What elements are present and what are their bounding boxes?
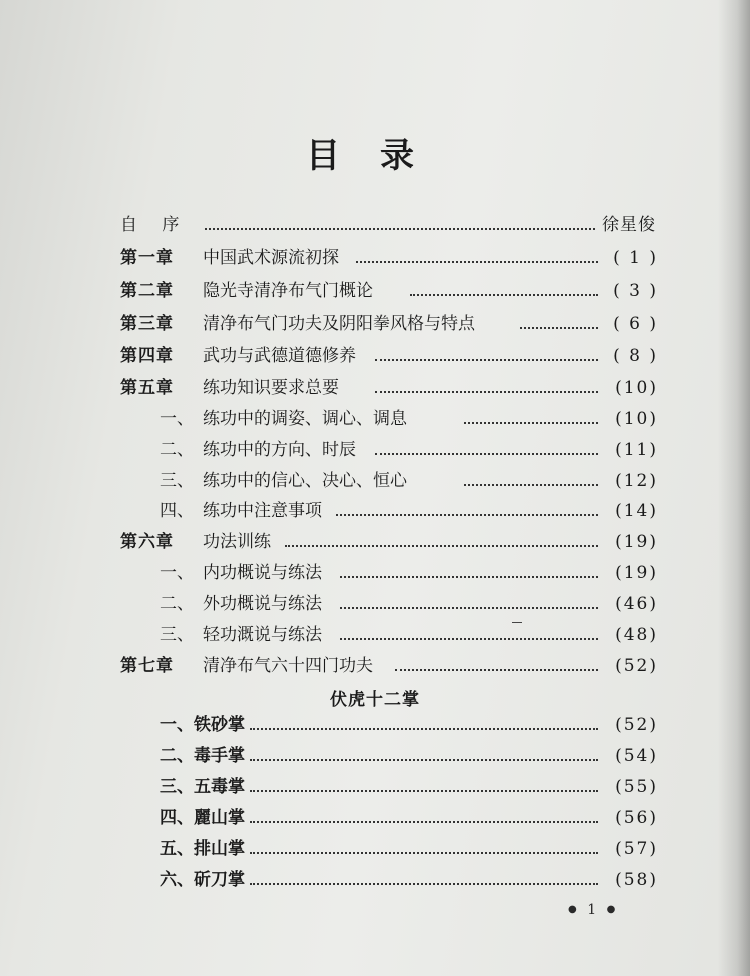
toc-section-number: 三、 <box>160 625 194 645</box>
toc-row-section <box>0 558 750 588</box>
toc-section-number: 四、 <box>160 501 194 521</box>
toc-section-number: 二、 <box>160 440 194 460</box>
toc-page-ref: (12) <box>615 471 658 491</box>
toc-page-ref: ( 8 ) <box>613 346 658 366</box>
toc-chapter-label: 第四章 <box>120 346 174 366</box>
toc-row-chapter-5 <box>0 373 750 403</box>
dot-leader <box>410 294 598 296</box>
dot-leader <box>336 514 598 516</box>
toc-row-section <box>0 620 750 650</box>
toc-row-section <box>0 589 750 619</box>
toc-entry-text: 隐光寺清净布气门概论 <box>203 281 373 301</box>
dot-leader <box>520 327 598 329</box>
toc-chapter-label: 第六章 <box>120 532 174 552</box>
toc-row-palm <box>0 834 750 864</box>
page-title: 目录 <box>306 136 454 176</box>
toc-row-palm <box>0 772 750 802</box>
dot-leader <box>340 607 598 609</box>
dot-leader <box>375 391 598 393</box>
toc-row-palm <box>0 710 750 740</box>
toc-palm-text: 二、毒手掌 <box>160 746 245 766</box>
toc-row-section <box>0 466 750 496</box>
toc-row-chapter-6 <box>0 527 750 557</box>
toc-page-ref: (57) <box>615 839 658 859</box>
toc-row-section <box>0 496 750 526</box>
toc-page-ref: (52) <box>615 715 658 735</box>
toc-entry-text: 练功知识要求总要 <box>203 378 339 398</box>
toc-entry-text: 清净布气门功夫及阴阳拳风格与特点 <box>203 314 475 334</box>
toc-entry-text: 练功中注意事项 <box>203 501 322 521</box>
toc-page-ref: (55) <box>615 777 658 797</box>
folio-dot-right: ● <box>606 904 619 915</box>
dot-leader <box>356 261 598 263</box>
toc-page-ref: (19) <box>615 532 658 552</box>
toc-row-chapter-3 <box>0 309 750 339</box>
dot-leader <box>250 852 598 854</box>
dot-leader <box>340 576 598 578</box>
dot-leader <box>395 669 598 671</box>
toc-page-ref: (14) <box>615 501 658 521</box>
toc-entry-text: 练功中的调姿、调心、调息 <box>203 409 407 429</box>
toc-entry-text: 练功中的信心、决心、恒心 <box>203 471 407 491</box>
toc-entry-text: 内功概说与练法 <box>203 563 322 583</box>
toc-chapter-label: 第七章 <box>120 656 174 676</box>
dot-leader <box>205 228 595 230</box>
toc-row-chapter-1 <box>0 243 750 273</box>
dot-leader <box>285 545 598 547</box>
dot-leader <box>250 790 598 792</box>
toc-entry-text: 清净布气六十四门功夫 <box>203 656 373 676</box>
toc-page-ref: (11) <box>615 440 658 460</box>
folio-dot-left: ● <box>568 904 580 915</box>
toc-row-palm <box>0 741 750 771</box>
toc-row-palm <box>0 865 750 895</box>
dot-leader <box>250 759 598 761</box>
toc-palm-text: 三、五毒掌 <box>160 777 245 797</box>
toc-entry-text: 中国武术源流初探 <box>203 248 339 268</box>
toc-page-ref: (56) <box>615 808 658 828</box>
dot-leader <box>250 821 598 823</box>
toc-entry-text: 轻功溉说与练法 <box>203 625 322 645</box>
dot-leader <box>464 484 598 486</box>
toc-palm-text: 六、斫刀掌 <box>160 870 245 890</box>
toc-page-ref: (10) <box>615 378 658 398</box>
toc-label: 自 序 <box>120 215 190 235</box>
toc-page-ref: ( 1 ) <box>613 248 658 268</box>
dot-leader <box>250 728 598 730</box>
toc-row-section <box>0 435 750 465</box>
toc-page-ref: (52) <box>615 656 658 676</box>
toc-entry-text: 功法训练 <box>203 532 271 552</box>
toc-palm-text: 五、排山掌 <box>160 839 245 859</box>
toc-page-ref: (19) <box>615 563 658 583</box>
dot-leader <box>375 453 598 455</box>
toc-page-ref: (58) <box>615 870 658 890</box>
toc-section-number: 一、 <box>160 563 194 583</box>
toc-row-chapter-2 <box>0 276 750 306</box>
toc-page-ref: (10) <box>615 409 658 429</box>
toc-section-number: 三、 <box>160 471 194 491</box>
toc-row-chapter-7 <box>0 651 750 681</box>
toc-entry-text: 练功中的方向、时辰 <box>203 440 356 460</box>
toc-row-preface <box>0 210 750 240</box>
toc-chapter-label: 第二章 <box>120 281 174 301</box>
toc-page-ref: ( 6 ) <box>613 314 658 334</box>
page-number <box>568 902 618 918</box>
dot-leader <box>250 883 598 885</box>
toc-chapter-label: 第一章 <box>120 248 174 268</box>
toc-row-section <box>0 404 750 434</box>
toc-page-ref: (48) <box>615 625 658 645</box>
toc-entry-text: 外功概说与练法 <box>203 594 322 614</box>
toc-page-ref: ( 3 ) <box>613 281 658 301</box>
dot-leader <box>340 638 598 640</box>
toc-page-ref: (46) <box>615 594 658 614</box>
toc-section-number: 二、 <box>160 594 194 614</box>
page-number-value: 1 <box>587 902 600 918</box>
toc-palm-text: 四、麗山掌 <box>160 808 245 828</box>
toc-page-ref: (54) <box>615 746 658 766</box>
toc-entry-text: 武功与武德道德修养 <box>203 346 356 366</box>
toc-chapter-label: 第三章 <box>120 314 174 334</box>
toc-palm-text: 一、铁砂掌 <box>160 715 245 735</box>
print-mark <box>512 622 522 623</box>
dot-leader <box>464 422 598 424</box>
section-heading: 伏虎十二掌 <box>330 690 420 710</box>
toc-chapter-label: 第五章 <box>120 378 174 398</box>
dot-leader <box>375 359 598 361</box>
toc-row-palm <box>0 803 750 833</box>
toc-author: 徐星俊 <box>602 215 656 235</box>
toc-section-number: 一、 <box>160 409 194 429</box>
toc-row-chapter-4 <box>0 341 750 371</box>
